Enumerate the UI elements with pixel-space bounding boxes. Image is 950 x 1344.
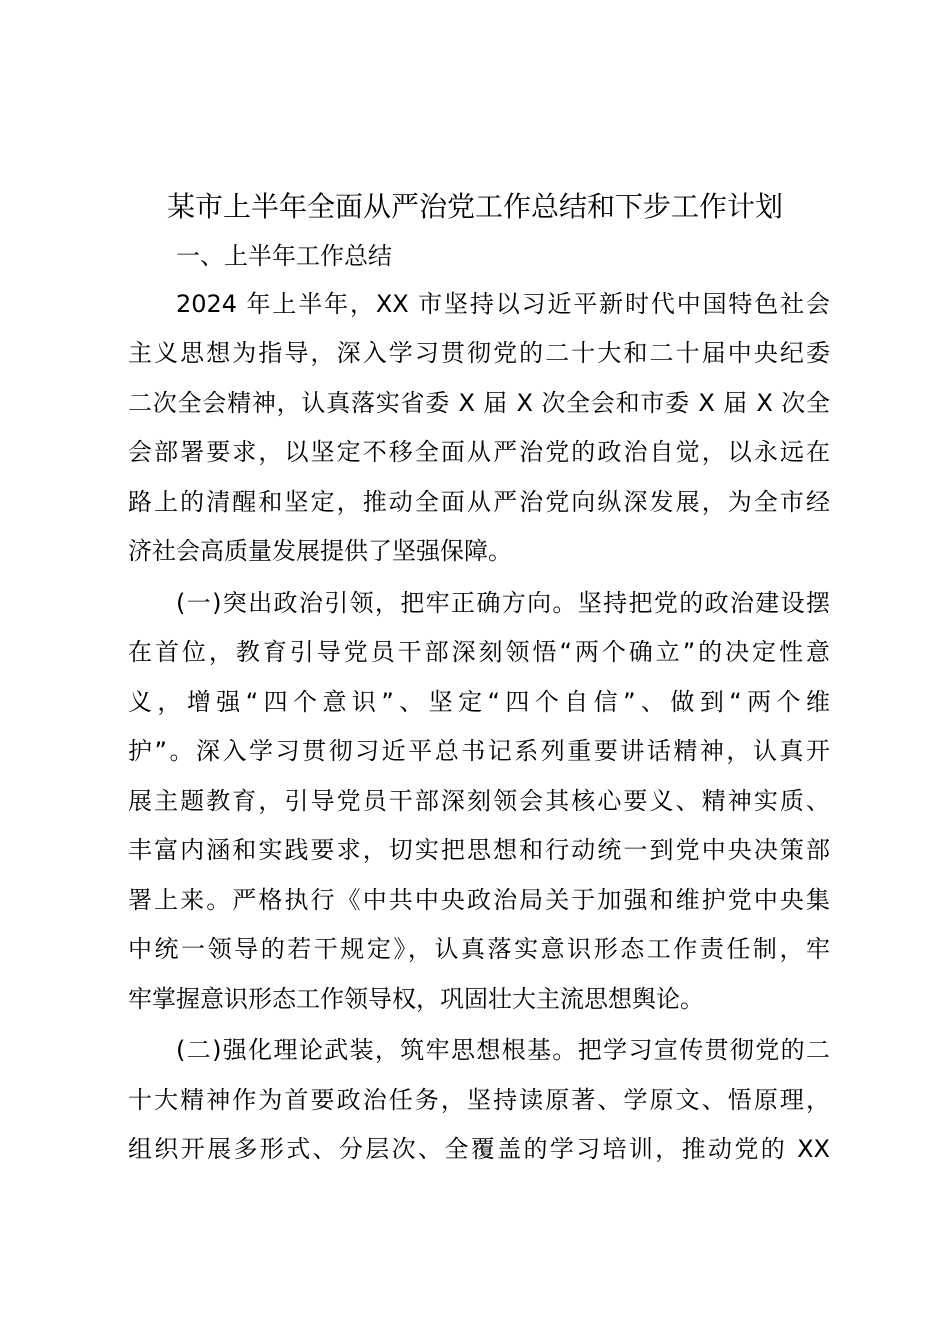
paragraph-2-line-4: 护”。深入学习贯彻习近平总书记系列重要讲话精神，认真开: [128, 737, 830, 765]
section-heading: 一、上半年工作总结: [176, 242, 392, 270]
document-title: 某市上半年全面从严治党工作总结和下步工作计划: [166, 190, 783, 223]
paragraph-3-line-1: (二)强化理论武装，筑牢思想根基。把学习宣传贯彻党的二: [176, 1036, 830, 1064]
paragraph-1-line-5: 路上的清醒和坚定，推动全面从严治党向纵深发展，为全市经: [128, 488, 830, 516]
paragraph-1-line-2: 主义思想为指导，深入学习贯彻党的二十大和二十届中央纪委: [128, 339, 830, 367]
paragraph-1-line-6: 济社会高质量发展提供了坚强保障。: [128, 537, 512, 565]
paragraph-2-line-8: 中统一领导的若干规定》，认真落实意识形态工作责任制，牢: [128, 935, 830, 963]
paragraph-1-line-3: 二次全会精神，认真落实省委 X 届 X 次全会和市委 X 届 X 次全: [128, 389, 830, 417]
paragraph-2-line-2: 在首位，教育引导党员干部深刻领悟“两个确立”的决定性意: [128, 638, 830, 666]
paragraph-2-line-7: 署上来。严格执行《中共中央政治局关于加强和维护党中央集: [128, 886, 830, 914]
paragraph-2-line-9: 牢掌握意识形态工作领导权，巩固壮大主流思想舆论。: [128, 985, 704, 1013]
paragraph-3-line-2: 十大精神作为首要政治任务，坚持读原著、学原文、悟原理，: [128, 1086, 830, 1114]
paragraph-2-line-3: 义，增强“四个意识”、坚定“四个自信”、做到“两个维: [128, 688, 830, 716]
paragraph-2-line-6: 丰富内涵和实践要求，切实把思想和行动统一到党中央决策部: [128, 836, 830, 864]
paragraph-1-line-1: 2024 年上半年，XX 市坚持以习近平新时代中国特色社会: [176, 290, 830, 318]
paragraph-2-line-5: 展主题教育，引导党员干部深刻领会其核心要义、精神实质、: [128, 787, 830, 815]
paragraph-2-line-1: (一)突出政治引领，把牢正确方向。坚持把党的政治建设摆: [176, 589, 830, 617]
paragraph-1-line-4: 会部署要求，以坚定不移全面从严治党的政治自觉，以永远在: [128, 438, 830, 466]
paragraph-3-line-3: 组织开展多形式、分层次、全覆盖的学习培训，推动党的 XX: [128, 1135, 830, 1163]
